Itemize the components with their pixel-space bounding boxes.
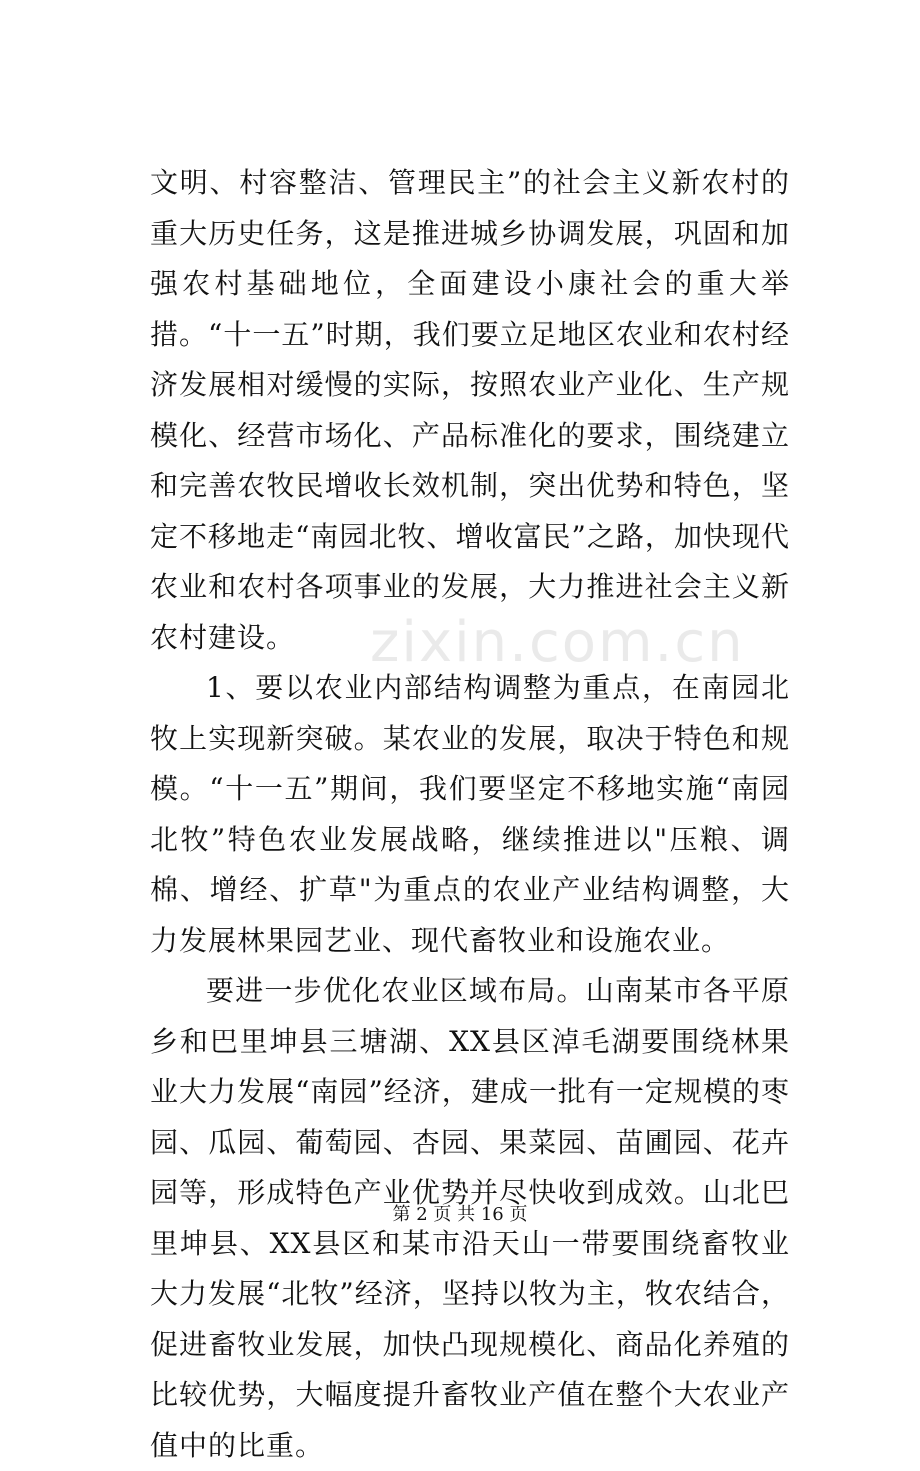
paragraph-1: 文明、村容整洁、管理民主”的社会主义新农村的重大历史任务，这是推进城乡协调发展，巩固和加强农村基础地位，全面建设小康社会的重大举措。“十一五”时期，我们要立足地区农业和农村经济发展相对缓慢的实际，按照农业产业化、生产规模化、经营市场化、产品标准化的要求，围绕建立和完善农牧民增收长效机制，突出优势和特色，坚定不移地走“南园北牧、增收富民”之路，加快现代农业和农村各项事业的发展，大力推进社会主义新农村建设。: [150, 166, 790, 654]
document-body: [150, 158, 790, 1471]
paragraph-3: 要进一步优化农业区域布局。山南某市各平原乡和巴里坤县三塘湖、XX县区淖毛湖要围绕林果业大力发展“南园”经济，建成一批有一定规模的枣园、瓜园、葡萄园、杏园、果菜园、苗圃园、花卉园等，形成特色产业优势并尽快收到成效。山北巴里坤县、XX县区和某市沿天山一带要围绕畜牧业大力发展“北牧”经济，坚持以牧为主，牧农结合，促进畜牧业发展，加快凸现规模化、商品化养殖的比较优势，大幅度提升畜牧业产值在整个大农业产值中的比重。: [150, 974, 790, 1462]
watermark-text: zixin.com.cn: [370, 610, 745, 675]
paragraph-2: 1、要以农业内部结构调整为重点，在南园北牧上实现新突破。某农业的发展，取决于特色和规模。“十一五”期间，我们要坚定不移地实施“南园北牧”特色农业发展战略，继续推进以"压粮、调棉、增经、扩草"为重点的农业产业结构调整，大力发展林果园艺业、现代畜牧业和设施农业。: [150, 671, 790, 957]
page-number-footer: 第 2 页 共 16 页: [392, 1204, 528, 1225]
